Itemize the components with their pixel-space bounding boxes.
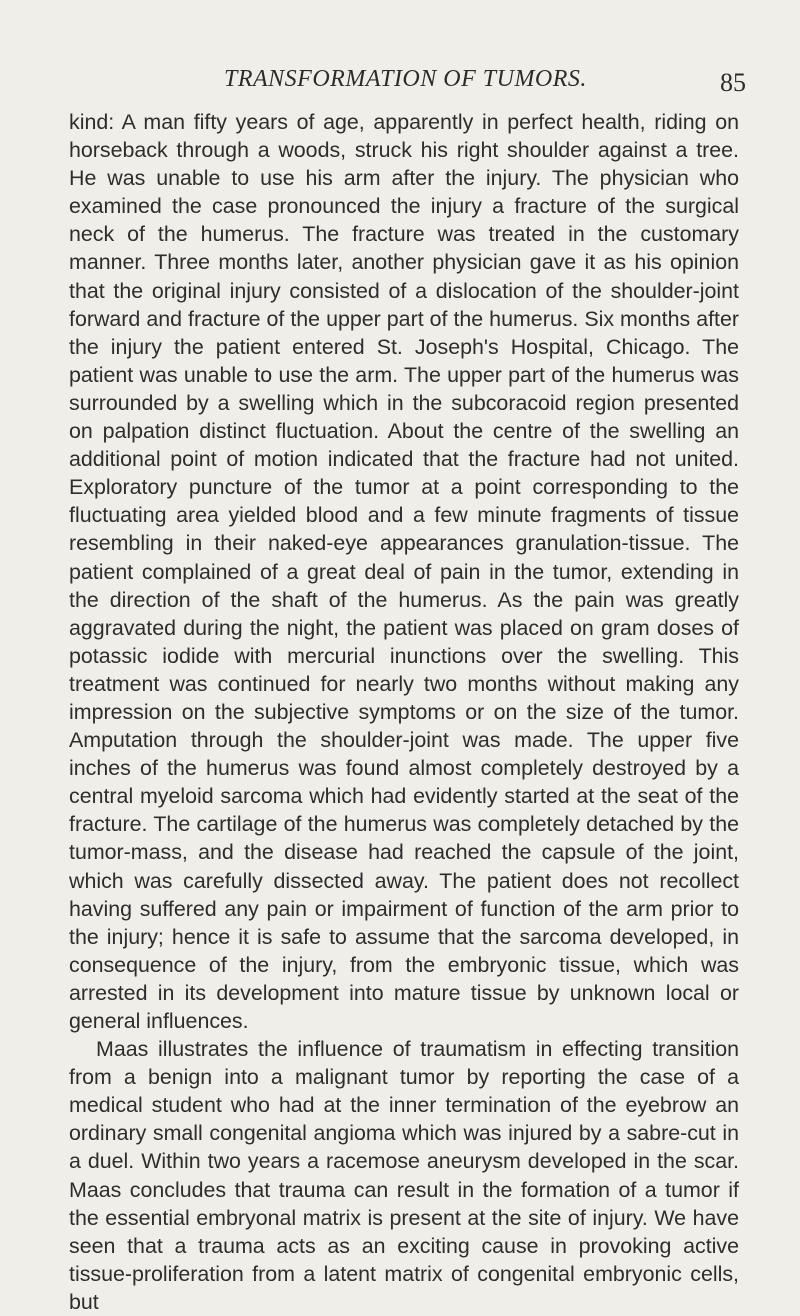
paragraph: kind: A man fifty years of age, apparently in perfect health, riding on horseback through a woods, struck his right shoulder against a tree. He was unable to use his arm after the injury. The physician who examined the case pronounced the injury a fracture of the surgical neck of the humerus. The fracture was treated in the customary manner. Three months later, another physician gave it as his opinion that the original injury consisted of a dislocation of the shoulder-joint forward and fracture of the upper part of the humerus. Six months after the injury the patient entered St. Joseph's Hospital, Chicago. The patient was unable to use the arm. The upper part of the humerus was surrounded by a swelling which in the subcoracoid region presented on palpation distinct fluctuation. About the centre of the swelling an additional point of motion indicated that the fracture had not united. Exploratory puncture of the tumor at a point corresponding to the fluctuating area yielded blood and a few minute fragments of tissue resembling in their naked-eye appearances granulation-tissue. The patient complained of a great deal of pain in the tumor, extending in the direction of the shaft of the humerus. As the pain was greatly aggravated during the night, the patient was placed on gram doses of potassic iodide with mercurial inunctions over the swelling. This treatment was continued for nearly two months without making any impression on the subjective symptoms or on the size of the tumor. Amputation through the shoulder-joint was made. The upper five inches of the humerus was found almost completely destroyed by a central myeloid sarcoma which had evidently started at the seat of the fracture. The cartilage of the humerus was completely detached by the tumor-mass, and the disease had reached the capsule of the joint, which was carefully dissected away. The patient does not recollect having suffered any pain or impairment of function of the arm prior to the injury; hence it is safe to assume that the sarcoma developed, in consequence of the injury, from the embryonic tissue, which was arrested in its development into mature tissue by unknown local or general influences. [69,110,739,1033]
running-head [0,66,800,102]
paragraph: Maas illustrates the influence of traumatism in effecting transition from a benign into a malignant tumor by reporting the case of a medical student who had at the inner termination of the eyebrow an ordinary small congenital angioma which was injured by a sabre-cut in a duel. Within two years a racemose aneurysm developed in the scar. Maas concludes that trauma can result in the formation of a tumor if the essential embryonal matrix is present at the site of injury. We have seen that a trauma acts as an exciting cause in provoking active tissue-proliferation from a latent matrix of congenital embryonic cells, but [69,1037,739,1314]
body-text [69,108,739,1316]
running-title: TRANSFORMATION OF TUMORS. [224,66,587,92]
page-number: 85 [720,68,746,97]
